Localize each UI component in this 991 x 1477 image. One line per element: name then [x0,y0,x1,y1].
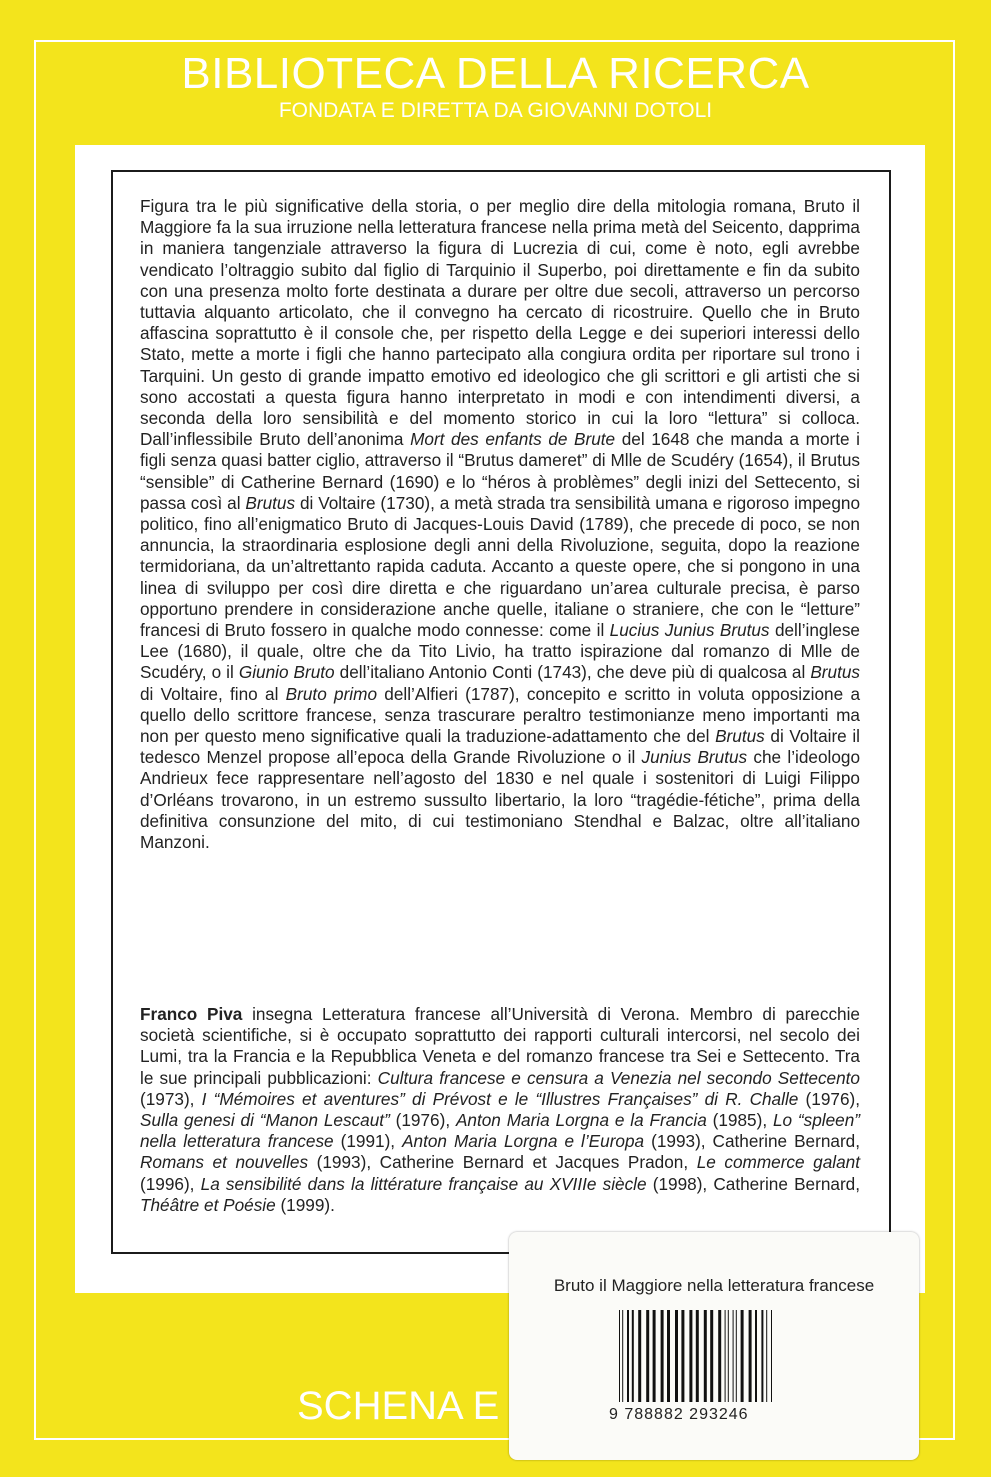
text-run: (1996), [140,1173,201,1194]
text-run: dell’italiano Antonio Conti (1743), che deve più di qualcosa al [334,662,811,683]
italic-title-run: Le commerce galant [696,1152,860,1173]
text-run: (1999). [275,1194,335,1215]
text-run: (1998), Catherine Bernard, [646,1173,860,1194]
text-run: (1973), [140,1088,202,1109]
text-run: (1985), [706,1110,773,1131]
text-run: dell’inglese Lee (1680), il quale, oltre che da Tito Livio, ha tratto ispirazione dal romanzo di Mlle de Scudéry, o il [140,620,860,683]
text-run: Figura tra le più significative della storia, o per meglio dire della mitologia romana, Bruto il Maggiore fa la sua irruzione nella letteratura francese nella prima metà del Seicento, dapprima in maniera tangenziale attraverso la figura di Lucrezia di cui, come è noto, egli avrebbe vendicato l’oltraggio subito dal figlio di Tarquinio il Superbo, poi direttamente e fin da subito con una presenza molto forte destinata a durare per oltre due secoli, attraverso un percorso tuttavia alquanto articolato, che il convegno ha cercato di ricostruire. Quello che in Bruto affascina soprattutto è il console che, per rispetto della Legge e dei superiori interessi dello Stato, mette a morte i figli che hanno partecipato alla congiura ordita per riportare sul trono i Tarquini. Un gesto di grande impatto emotivo ed ideologico che gli scrittori e gli artisti che si sono accostati a questa figura hanno interpretato in modi e con intendimenti diversi, a seconda della loro sensibilità e del momento storico in cui la loro “lettura” si colloca. Dall’inflessibile Bruto dell’anonima [140,196,860,450]
italic-title-run: Bruto primo [285,683,378,704]
italic-title-run: Brutus [245,492,296,513]
text-run: di Voltaire, fino al [140,683,286,704]
italic-title-run: Anton Maria Lorgna e la Francia [455,1110,707,1131]
italic-title-run: Anton Maria Lorgna e l’Europa [402,1131,645,1152]
italic-title-run: La sensibilité dans la littérature française au XVIIIe siècle [200,1173,647,1194]
author-bio-paragraph [140,1004,860,1216]
text-run: (1976), [389,1110,456,1131]
italic-title-run: Giunio Bruto [238,662,335,683]
blurb-paragraph [140,196,860,853]
italic-title-run: Mort des enfants de Brute [410,429,616,450]
isbn-digits: 9 788882 293246 [609,1406,749,1423]
italic-title-run: Brutus [810,662,861,683]
series-subtitle: FONDATA E DIRETTA DA GIOVANNI DOTOLI [278,99,713,122]
barcode-book-title: Bruto il Maggiore nella letteratura francese [553,1276,875,1295]
text-run: insegna Letteratura francese all’Università di Verona. Membro di parecchie società scientifiche, si è occupato soprattutto dei rapporti culturali intercorsi, nel secolo dei Lumi, tra la Francia e la Repubblica Veneta e del romanzo francese tra Sei e Settecento. Tra le sue principali pubblicazioni: [140,1004,860,1088]
text-run: (1993), Catherine Bernard et Jacques Pradon, [308,1152,697,1173]
text-run: (1991), [333,1131,403,1152]
publisher-name: SCHENA E [297,1384,500,1428]
italic-title-run: Cultura francese e censura a Venezia nel secondo Settecento [377,1067,860,1088]
text-run: del 1648 che manda a morte i figli senza quasi batter ciglio, attraverso il “Brutus dameret” di Mlle de Scudéry (1654), il Brutus “sensible” di Catherine Bernard (1690) e lo “héros à problèmes” degli inizi del Settecento, si passa così al [140,429,860,513]
barcode-sticker [509,1232,919,1460]
text-run: di Voltaire (1730), a metà strada tra sensibilità umana e rigoroso impegno politico, fino all’enigmatico Bruto di Jacques-Louis David (1789), che precede di poco, se non annuncia, la straordinaria esplosione degli anni della Rivoluzione, seguita, dopo la reazione termidoriana, da un’altrettanto rapida caduta. Accanto a queste opere, che si pongono in una linea di sviluppo per così dire diretta e che riguardano un’area culturale precisa, è parso opportuno prendere in considerazione anche quelle, italiane o straniere, che con le “letture” francesi di Bruto fossero in qualche modo connesse: come il [140,492,861,641]
italic-title-run: Romans et nouvelles [140,1152,309,1173]
italic-title-run: I “Mémoires et aventures” di Prévost e le “Illustres Françaises” di R. Challe [201,1088,799,1109]
italic-title-run: Sulla genesi di “Manon Lescaut” [140,1110,390,1131]
italic-title-run: Lucius Junius Brutus [609,620,770,641]
barcode-icon [617,1310,797,1402]
text-run: (1976), [798,1088,860,1109]
text-run: che l’ideologo Andrieux fece rappresentare nell’agosto del 1830 e nel quale i sostenitori di Luigi Filippo d’Orléans trovarono, in un estremo sussulto libertario, la loro “tragédie-fétiche”, prima della definitiva consunzione del mito, di cui testimoniano Stendhal e Balzac, oltre all’italiano Manzoni. [140,747,861,853]
italic-title-run: Théâtre et Poésie [140,1194,276,1215]
series-title: BIBLIOTECA DELLA RICERCA [181,49,810,98]
text-run: di Voltaire il tedesco Menzel propose all’epoca della Grande Rivoluzione o il [140,726,860,768]
text-run: (1993), Catherine Bernard, [644,1131,861,1152]
italic-title-run: Junius Brutus [641,747,748,768]
author-name: Franco Piva [140,1004,243,1024]
italic-title-run: Lo “spleen” nella letteratura francese [140,1110,860,1152]
italic-title-run: Brutus [715,726,765,747]
text-run: dell’Alfieri (1787), concepito e scritto in voluta opposizione a quello dello scrittore francese, senza trascurare peraltro testimonianze meno importanti ma non per questo meno significative quali la traduzione-adattamento che del [140,683,861,747]
